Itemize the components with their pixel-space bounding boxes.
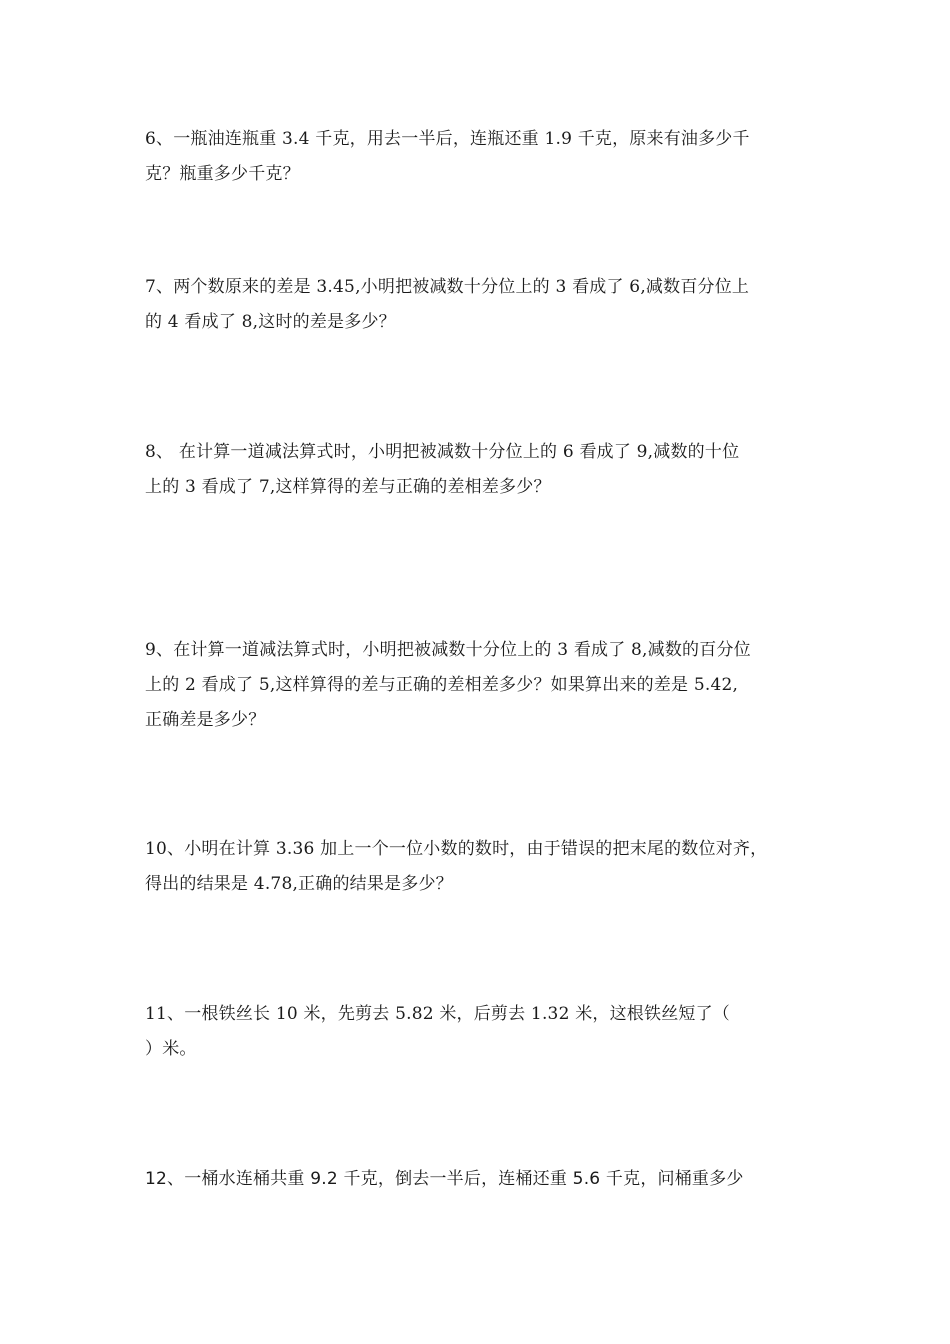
problem-11-line-1: 11、一根铁丝长 10 米，先剪去 5.82 米，后剪去 1.32 米，这根铁丝短了（: [145, 1004, 730, 1024]
problem-8: [145, 435, 815, 505]
problem-12-line-1: 12、一桶水连桶共重 9.2 千克，倒去一半后，连桶还重 5.6 千克，问桶重多少: [145, 1169, 744, 1189]
problem-9-line-3: 正确差是多少？: [145, 710, 266, 730]
problem-10-line-1: 10、小明在计算 3.36 加上一个一位小数的数时，由于错误的把末尾的数位对齐，: [145, 839, 768, 859]
problem-11-line-2: ）米。: [145, 1039, 197, 1059]
problem-8-line-2: 上的 3 看成了 7,这样算得的差与正确的差相差多少？: [145, 477, 551, 497]
problem-6-line-2: 克？瓶重多少千克？: [145, 164, 300, 184]
problem-12: [145, 1162, 815, 1197]
problem-9-line-1: 9、在计算一道减法算式时，小明把被减数十分位上的 3 看成了 8,减数的百分位: [145, 640, 751, 660]
problem-7-line-2: 的 4 看成了 8,这时的差是多少？: [145, 312, 396, 332]
problem-9: [145, 633, 815, 738]
problem-11: [145, 997, 815, 1067]
problem-6-line-1: 6、一瓶油连瓶重 3.4 千克，用去一半后，连瓶还重 1.9 千克，原来有油多少千: [145, 129, 750, 149]
problem-10: [145, 832, 815, 902]
problem-6: [145, 122, 815, 192]
problem-10-line-2: 得出的结果是 4.78,正确的结果是多少？: [145, 874, 453, 894]
problem-8-line-1: 8、 在计算一道减法算式时，小明把被减数十分位上的 6 看成了 9,减数的十位: [145, 442, 740, 462]
problem-7-line-1: 7、两个数原来的差是 3.45,小明把被减数十分位上的 3 看成了 6,减数百分位上: [145, 277, 750, 297]
problem-9-line-2: 上的 2 看成了 5,这样算得的差与正确的差相差多少？如果算出来的差是 5.42,: [145, 675, 739, 695]
problem-7: [145, 270, 815, 340]
